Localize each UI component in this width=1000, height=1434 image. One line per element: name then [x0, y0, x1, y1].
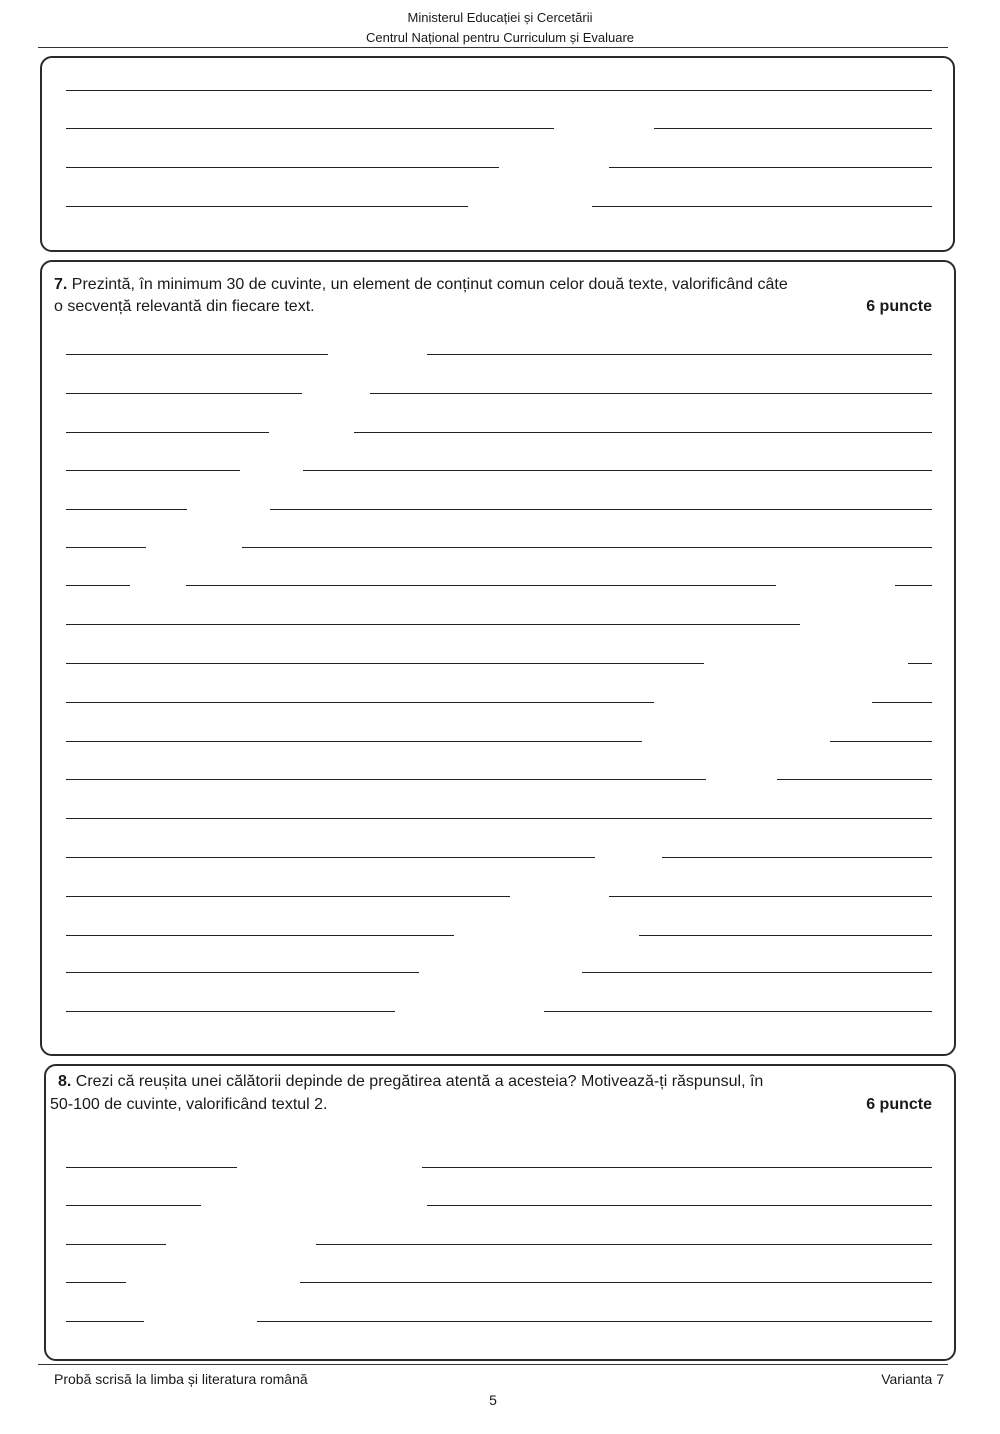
- answer-line: [609, 167, 932, 168]
- question-8-text: Crezi că reușita unei călătorii depinde de pregătirea atentă a acesteia? Motivează-ți răspunsul, în: [75, 1073, 764, 1090]
- answer-line: [66, 1205, 201, 1206]
- question-7-box: [40, 260, 956, 1056]
- answer-line: [66, 1282, 126, 1283]
- answer-line: [66, 206, 468, 207]
- answer-line: [654, 128, 932, 129]
- answer-line: [66, 857, 595, 858]
- answer-line: [303, 470, 932, 471]
- header-rule: [38, 47, 948, 48]
- answer-line: [427, 1205, 932, 1206]
- answer-line: [66, 779, 706, 780]
- answer-line: [66, 354, 328, 355]
- question-8-points: 6 puncte: [866, 1096, 932, 1113]
- answer-line: [257, 1321, 932, 1322]
- answer-line: [66, 624, 800, 625]
- answer-line: [66, 741, 642, 742]
- answer-line: [316, 1244, 932, 1245]
- answer-line: [427, 354, 932, 355]
- header-center: Centrul Național pentru Curriculum și Evaluare: [365, 30, 635, 45]
- answer-line: [66, 1321, 144, 1322]
- answer-line: [66, 1244, 166, 1245]
- answer-line: [66, 128, 554, 129]
- answer-line: [186, 585, 776, 586]
- answer-line: [908, 663, 932, 664]
- question-8-text-line2: 50-100 de cuvinte, valorificând textul 2.: [50, 1096, 328, 1113]
- answer-line: [639, 935, 932, 936]
- answer-line: [66, 896, 510, 897]
- question-7-text: Prezintă, în minimum 30 de cuvinte, un element de conținut comun celor două texte, valorificând câte: [71, 276, 788, 293]
- answer-line: [270, 509, 932, 510]
- answer-line: [66, 585, 130, 586]
- answer-line: [66, 547, 146, 548]
- answer-line: [66, 702, 654, 703]
- answer-line: [66, 818, 932, 819]
- answer-line: [300, 1282, 932, 1283]
- answer-line: [370, 393, 932, 394]
- answer-line: [592, 206, 932, 207]
- answer-line: [66, 1167, 237, 1168]
- answer-line: [777, 779, 932, 780]
- question-8-number: 8.: [58, 1073, 72, 1090]
- answer-line: [872, 702, 932, 703]
- answer-line: [66, 393, 302, 394]
- answer-line: [66, 432, 269, 433]
- answer-line: [609, 896, 932, 897]
- answer-line: [354, 432, 932, 433]
- answer-line: [66, 90, 932, 91]
- question-8-line1: [58, 1071, 763, 1093]
- page-number: 5: [489, 1392, 497, 1408]
- answer-line: [66, 509, 187, 510]
- answer-line: [895, 585, 932, 586]
- answer-box-continuation: [40, 56, 955, 252]
- answer-line: [830, 741, 932, 742]
- answer-line: [422, 1167, 932, 1168]
- footer-subject: Probă scrisă la limba și literatura română: [54, 1371, 308, 1387]
- answer-line: [66, 972, 419, 973]
- header-institution: Ministerul Educației și Cercetării: [407, 10, 593, 25]
- question-7-line1: [54, 274, 788, 296]
- answer-line: [66, 167, 499, 168]
- question-7-points: 6 puncte: [866, 298, 932, 315]
- answer-line: [66, 1011, 395, 1012]
- answer-line: [662, 857, 932, 858]
- answer-line: [582, 972, 932, 973]
- answer-line: [66, 935, 454, 936]
- footer-variant: Varianta 7: [881, 1371, 944, 1387]
- answer-line: [544, 1011, 932, 1012]
- answer-line: [66, 663, 704, 664]
- footer-rule: [38, 1364, 948, 1365]
- answer-line: [242, 547, 932, 548]
- question-7-text-line2: o secvență relevantă din fiecare text.: [54, 298, 315, 315]
- question-7-number: 7.: [54, 276, 68, 293]
- answer-line: [66, 470, 240, 471]
